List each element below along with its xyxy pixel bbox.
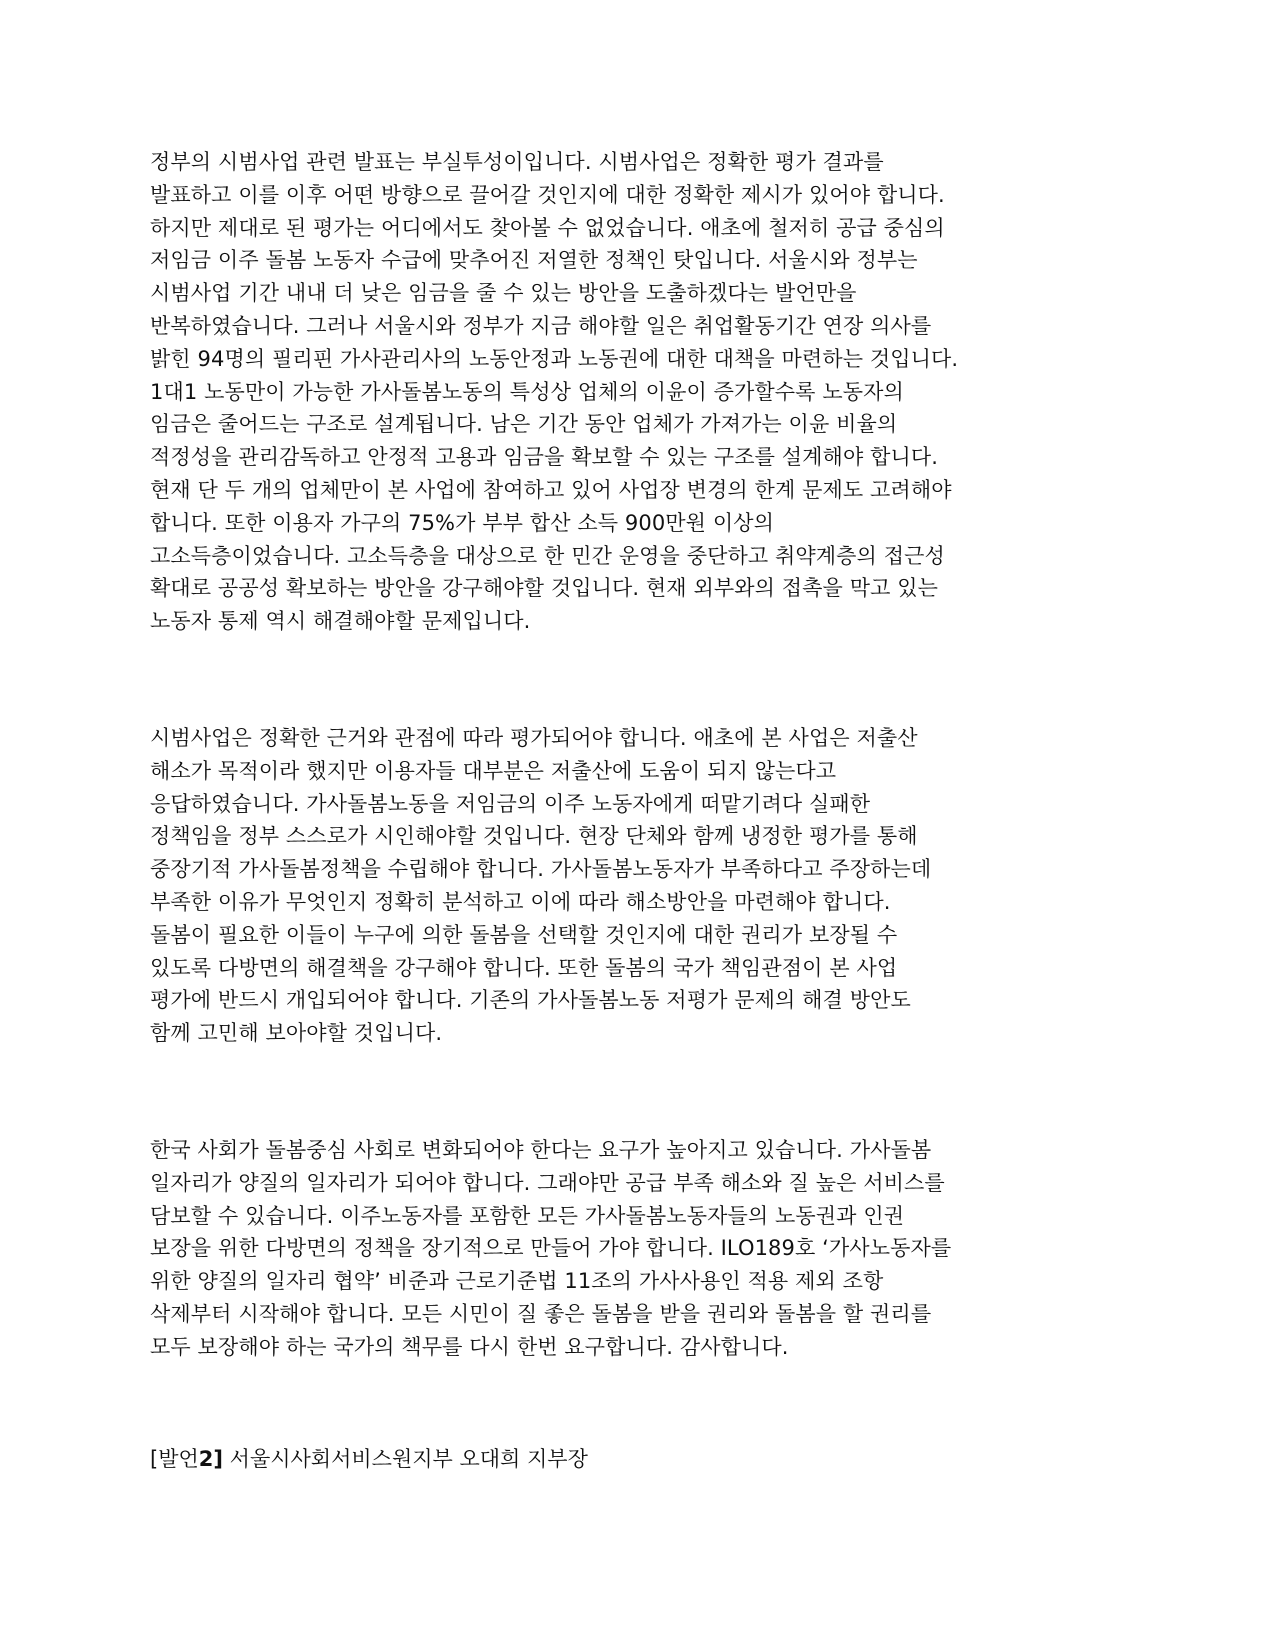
text-line: 담보할 수 있습니다. 이주노동자를 포함한 모든 가사돌봄노동자들의 노동권과 인권 bbox=[150, 1203, 905, 1228]
text-line: 임금은 줄어드는 구조로 설계됩니다. 남은 기간 동안 업체가 가져가는 이윤 비율의 bbox=[150, 412, 898, 437]
text-line: 1대1 노동만이 가능한 가사돌봄노동의 특성상 업체의 이윤이 증가할수록 노동자의 bbox=[150, 379, 904, 404]
text-line: 삭제부터 시작해야 합니다. 모든 시민이 질 좋은 돌봄을 받을 권리와 돌봄을 할 권리를 bbox=[150, 1301, 932, 1326]
speaker-heading bbox=[150, 1443, 1140, 1476]
text-line: 하지만 제대로 된 평가는 어디에서도 찾아볼 수 없었습니다. 애초에 철저히 공급 중심의 bbox=[150, 215, 945, 240]
text-line: 확대로 공공성 확보하는 방안을 강구해야할 것입니다. 현재 외부와의 접촉을 막고 있는 bbox=[150, 576, 939, 601]
text-line: 발표하고 이를 이후 어떤 방향으로 끌어갈 것인지에 대한 정확한 제시가 있어야 합니다. bbox=[150, 182, 945, 207]
text-line: 한국 사회가 돌봄중심 사회로 변화되어야 한다는 요구가 높아지고 있습니다. 가사돌봄 bbox=[150, 1137, 932, 1162]
text-line: 보장을 위한 다방면의 정책을 장기적으로 만들어 가야 합니다. ILO189호 ‘가사노동자를 bbox=[150, 1236, 952, 1261]
text-line: 위한 양질의 일자리 협약’ 비준과 근로기준법 11조의 가사사용인 적용 제외 조항 bbox=[150, 1269, 884, 1294]
text-line: 적정성을 관리감독하고 안정적 고용과 임금을 확보할 수 있는 구조를 설계해야 합니다. bbox=[150, 445, 939, 470]
text-line: 반복하였습니다. 그러나 서울시와 정부가 지금 해야할 일은 취업활동기간 연장 의사를 bbox=[150, 313, 932, 338]
text-line: 현재 단 두 개의 업체만이 본 사업에 참여하고 있어 사업장 변경의 한계 문제도 고려해야 bbox=[150, 477, 952, 502]
text-line: 고소득층이었습니다. 고소득층을 대상으로 한 민간 운영을 중단하고 취약계층의 접근성 bbox=[150, 543, 945, 568]
paragraph-1 bbox=[150, 146, 1140, 638]
paragraph-spacer bbox=[150, 1050, 1140, 1134]
speaker-label-open: [발언 bbox=[150, 1446, 199, 1471]
text-line: 정부의 시범사업 관련 발표는 부실투성이입니다. 시범사업은 정확한 평가 결과를 bbox=[150, 150, 884, 174]
speaker-name: 서울시사회서비스원지부 오대희 지부장 bbox=[222, 1446, 588, 1471]
document-body bbox=[150, 146, 1140, 1475]
text-line: 모두 보장해야 하는 국가의 책무를 다시 한번 요구합니다. 감사합니다. bbox=[150, 1334, 789, 1359]
text-line: 밝힌 94명의 필리핀 가사관리사의 노동안정과 노동권에 대한 대책을 마련하는 것입니다. bbox=[150, 346, 959, 371]
speaker-label-number: 2] bbox=[198, 1446, 223, 1471]
text-line: 있도록 다방면의 해결책을 강구해야 합니다. 또한 돌봄의 국가 책임관점이 본 사업 bbox=[150, 955, 898, 980]
text-line: 함께 고민해 보아야할 것입니다. bbox=[150, 1021, 443, 1046]
text-line: 해소가 목적이라 했지만 이용자들 대부분은 저출산에 도움이 되지 않는다고 bbox=[150, 758, 837, 783]
paragraph-2 bbox=[150, 722, 1140, 1050]
text-line: 합니다. 또한 이용자 가구의 75%가 부부 합산 소득 900만원 이상의 bbox=[150, 510, 774, 535]
text-line: 평가에 반드시 개입되어야 합니다. 기존의 가사돌봄노동 저평가 문제의 해결 방안도 bbox=[150, 988, 911, 1013]
text-line: 일자리가 양질의 일자리가 되어야 합니다. 그래야만 공급 부족 해소와 질 높은 서비스를 bbox=[150, 1170, 945, 1195]
paragraph-spacer bbox=[150, 638, 1140, 722]
paragraph-3 bbox=[150, 1134, 1140, 1364]
paragraph-spacer bbox=[150, 1364, 1140, 1443]
text-line: 시범사업은 정확한 근거와 관점에 따라 평가되어야 합니다. 애초에 본 사업은 저출산 bbox=[150, 725, 918, 750]
text-line: 시범사업 기간 내내 더 낮은 임금을 줄 수 있는 방안을 도출하겠다는 발언만을 bbox=[150, 281, 857, 306]
text-line: 노동자 통제 역시 해결해야할 문제입니다. bbox=[150, 609, 531, 634]
text-line: 부족한 이유가 무엇인지 정확히 분석하고 이에 따라 해소방안을 마련해야 합니다. bbox=[150, 889, 891, 914]
text-line: 돌봄이 필요한 이들이 누구에 의한 돌봄을 선택할 것인지에 대한 권리가 보장될 수 bbox=[150, 922, 898, 947]
text-line: 중장기적 가사돌봄정책을 수립해야 합니다. 가사돌봄노동자가 부족하다고 주장하는데 bbox=[150, 857, 932, 882]
text-line: 정책임을 정부 스스로가 시인해야할 것입니다. 현장 단체와 함께 냉정한 평가를 통해 bbox=[150, 824, 918, 849]
text-line: 저임금 이주 돌봄 노동자 수급에 맞추어진 저열한 정책인 탓입니다. 서울시와 정부는 bbox=[150, 248, 918, 273]
text-line: 응답하였습니다. 가사돌봄노동을 저임금의 이주 노동자에게 떠맡기려다 실패한 bbox=[150, 791, 871, 816]
